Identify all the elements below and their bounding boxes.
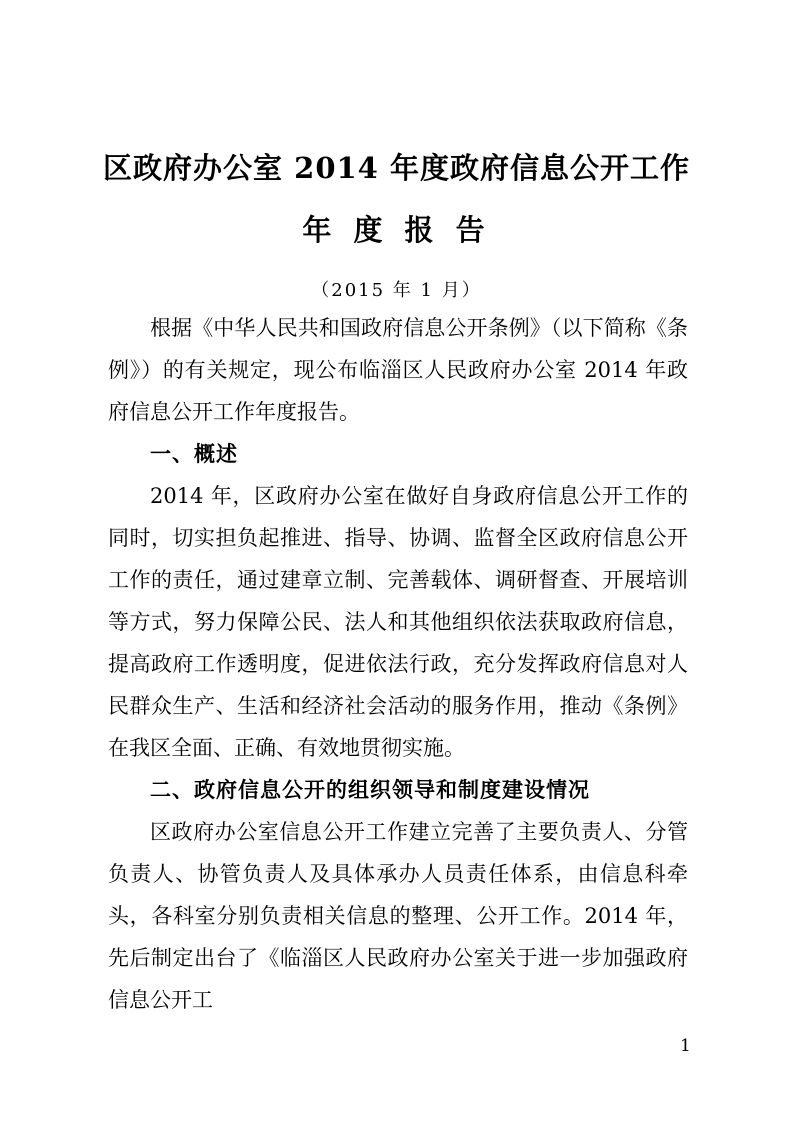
document-title-line2: 年 度 报 告 bbox=[302, 213, 491, 247]
page-number: 1 bbox=[680, 1036, 691, 1056]
section-heading-1: 一、概述 bbox=[150, 442, 238, 466]
paragraph-intro: 根据《中华人民共和国政府信息公开条例》（以下简称《条例》）的有关规定，现公布临淄区人民政府办公室 2014 年政府信息公开工作年度报告。 bbox=[108, 316, 688, 424]
paragraph-organization: 区政府办公室信息公开工作建立完善了主要负责人、分管负责人、协管负责人及具体承办人员责任体系，由信息科牵头，各科室分别负责相关信息的整理、公开工作。2014 年，先后制定出台了《临淄区人民政府办公室关于进一步加强政府信息公开工 bbox=[108, 820, 688, 1012]
document-date: （2015 年 1 月） bbox=[311, 280, 482, 301]
section-heading-2: 二、政府信息公开的组织领导和制度建设情况 bbox=[150, 778, 590, 802]
document-title-line1: 区政府办公室 2014 年度政府信息公开工作 bbox=[103, 151, 690, 185]
document-body bbox=[108, 307, 688, 1021]
paragraph-overview: 2014 年，区政府办公室在做好自身政府信息公开工作的同时，切实担负起推进、指导、协调、监督全区政府信息公开工作的责任，通过建章立制、完善载体、调研督查、开展培训等方式，努力保障公民、法人和其他组织依法获取政府信息，提高政府工作透明度，促进依法行政，充分发挥政府信息对人民群众生产、生活和经济社会活动的服务作用，推动《条例》在我区全面、正确、有效地贯彻实施。 bbox=[108, 484, 688, 760]
